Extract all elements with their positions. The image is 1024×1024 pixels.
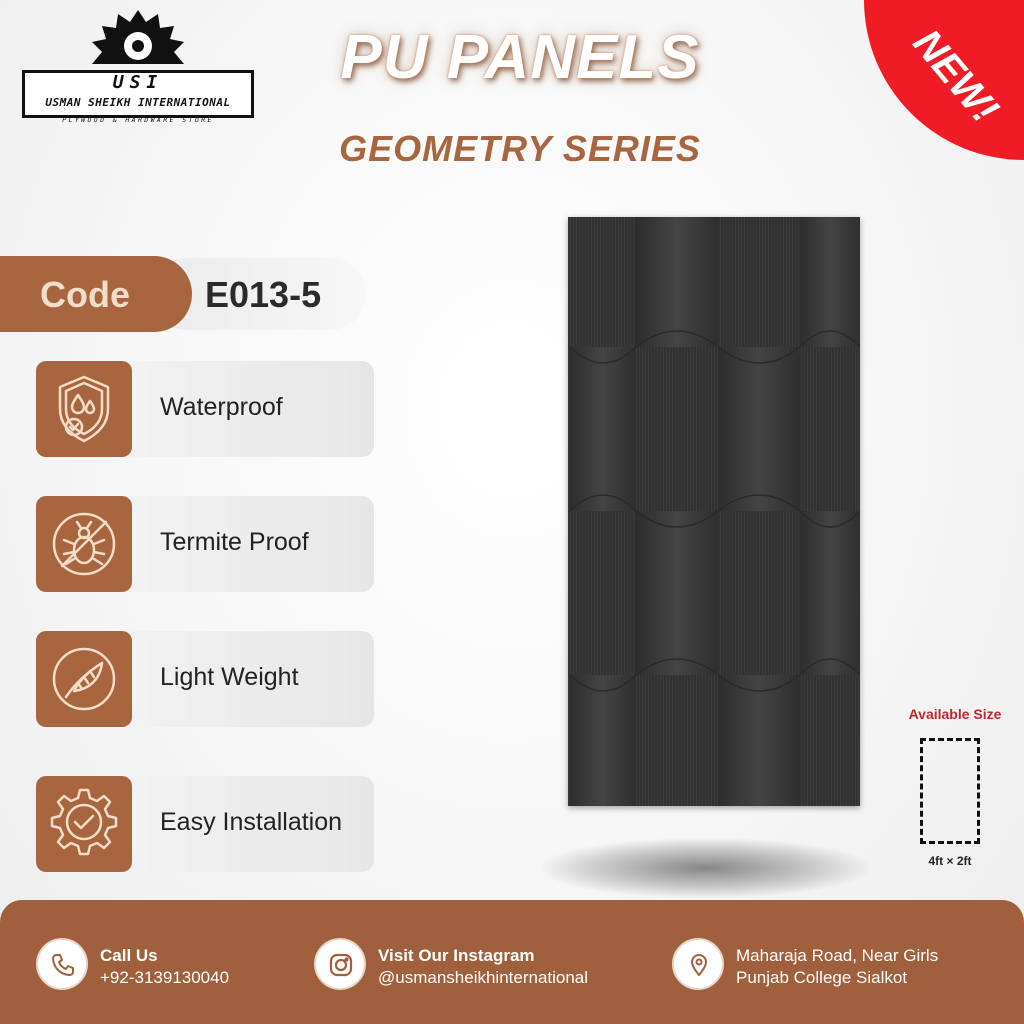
code-value: E013-5: [205, 274, 322, 315]
page-subtitle: GEOMETRY SERIES: [339, 128, 701, 169]
feature-label: Light Weight: [160, 663, 299, 691]
new-badge-label: NEW!: [904, 21, 1007, 132]
instagram-icon: [314, 938, 366, 990]
code-label: Code: [40, 274, 130, 315]
available-size-value: 4ft × 2ft: [928, 854, 972, 868]
logo-tagline: PLYWOOD & HARDWARE STORE: [62, 116, 214, 124]
size-outline-icon: [920, 738, 980, 844]
product-panel-image: [568, 217, 860, 806]
instagram-handle[interactable]: @usmansheikhinternational: [378, 968, 589, 987]
product-code: [0, 256, 370, 332]
address-line-2: Punjab College Sialkot: [736, 968, 908, 987]
feature-light-weight: [36, 631, 374, 727]
brand-logo: [18, 6, 258, 126]
contact-footer: [0, 900, 1024, 1024]
feature-waterproof: [36, 361, 374, 457]
panel-shadow: [540, 838, 870, 898]
phone-number[interactable]: +92-3139130040: [100, 968, 230, 987]
feature-label: Waterproof: [160, 393, 283, 421]
no-termite-icon: [36, 496, 132, 592]
phone-icon: [36, 938, 88, 990]
location-pin-icon: [672, 938, 724, 990]
logo-company-name: USMAN SHEIKH INTERNATIONAL: [45, 96, 231, 109]
address-line-1: Maharaja Road, Near Girls: [736, 946, 939, 965]
gear-check-icon: [36, 776, 132, 872]
feather-icon: [36, 631, 132, 727]
new-badge: [864, 0, 1024, 160]
feature-easy-installation: [36, 776, 374, 872]
panel-texture: [568, 217, 860, 806]
feature-label: Termite Proof: [160, 528, 309, 556]
feature-label: Easy Installation: [160, 808, 343, 836]
feature-termite-proof: [36, 496, 374, 592]
page-title: PU PANELS: [340, 23, 700, 92]
instagram-title: Visit Our Instagram: [378, 946, 535, 965]
waterproof-shield-icon: [36, 361, 132, 457]
logo-short-name: USI: [112, 72, 164, 93]
call-title: Call Us: [100, 946, 158, 965]
saw-blade-icon: [76, 6, 200, 76]
available-size-title: Available Size: [908, 706, 1002, 722]
